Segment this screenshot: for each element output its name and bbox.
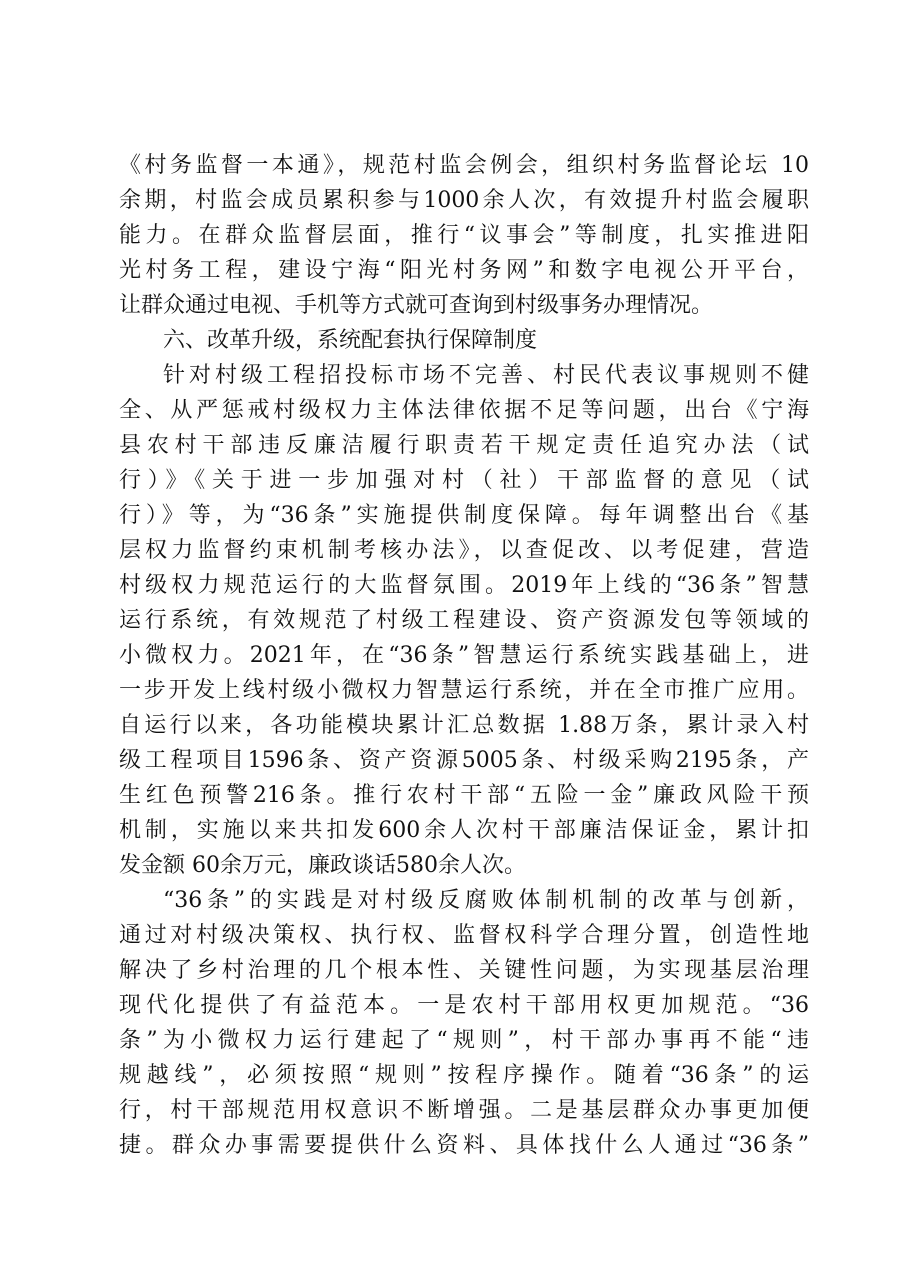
- text-line: 小微权力。2021年，在“36条”智慧运行系统实践基础上，进: [119, 643, 809, 668]
- text-line: 生红色预警216条。推行农村干部“五险一金”廉政风险干预: [119, 783, 809, 808]
- text-line: 针对村级工程招投标市场不完善、村民代表议事规则不健: [163, 363, 809, 388]
- text-line: 余期，村监会成员累积参与1000余人次，有效提升村监会履职: [119, 188, 809, 213]
- text-line: 解决了乡村治理的几个根本性、关键性问题，为实现基层治理: [119, 958, 809, 983]
- text-line: 级工程项目1596条、资产资源5005条、村级采购2195条，产: [119, 748, 809, 773]
- text-line: 条”为小微权力运行建起了“规则”，村干部办事再不能“违: [119, 1028, 809, 1053]
- text-line: 自运行以来，各功能模块累计汇总数据 1.88万条，累计录入村: [119, 713, 809, 738]
- text-line: “36条”的实践是对村级反腐败体制机制的改革与创新，: [163, 888, 809, 913]
- text-line: 现代化提供了有益范本。一是农村干部用权更加规范。“36: [119, 993, 809, 1018]
- text-line: 机制，实施以来共扣发600余人次村干部廉洁保证金，累计扣: [119, 818, 809, 843]
- text-line: 《村务监督一本通》，规范村监会例会，组织村务监督论坛 10: [119, 153, 809, 178]
- text-line: 全、从严惩戒村级权力主体法律依据不足等问题，出台《宁海: [119, 398, 809, 423]
- text-line: 捷。群众办事需要提供什么资料、具体找什么人通过“36条”: [119, 1133, 809, 1158]
- paragraph: [119, 358, 809, 883]
- text-line: 一步开发上线村级小微权力智慧运行系统，并在全市推广应用。: [119, 678, 809, 703]
- heading-line: 六、改革升级，系统配套执行保障制度: [163, 328, 538, 353]
- paragraph: [119, 883, 809, 1163]
- text-line: 发金额 60余万元，廉政谈话580余人次。: [119, 853, 526, 878]
- paragraph: [119, 148, 809, 323]
- text-line: 层权力监督约束机制考核办法》，以查促改、以考促建，营造: [119, 538, 809, 563]
- text-line: 能力。在群众监督层面，推行“议事会”等制度，扎实推进阳: [119, 223, 809, 248]
- text-line: 通过对村级决策权、执行权、监督权科学合理分置，创造性地: [119, 923, 809, 948]
- text-line: 让群众通过电视、手机等方式就可查询到村级事务办理情况。: [119, 293, 714, 318]
- text-line: 运行系统，有效规范了村级工程建设、资产资源发包等领域的: [119, 608, 809, 633]
- text-line: 规越线”，必须按照“规则”按程序操作。随着“36条”的运: [119, 1063, 809, 1088]
- text-line: 光村务工程，建设宁海“阳光村务网”和数字电视公开平台，: [119, 258, 809, 283]
- text-line: 行）》等，为“36条”实施提供制度保障。每年调整出台《基: [119, 503, 809, 528]
- text-line: 村级权力规范运行的大监督氛围。2019年上线的“36条”智慧: [119, 573, 809, 598]
- text-line: 行）》《关于进一步加强对村（社）干部监督的意见（试: [119, 468, 809, 493]
- document-page: [119, 148, 809, 1163]
- section-heading: [119, 323, 809, 358]
- text-line: 行，村干部规范用权意识不断增强。二是基层群众办事更加便: [119, 1098, 809, 1123]
- text-line: 县农村干部违反廉洁履行职责若干规定责任追究办法（试: [119, 433, 809, 458]
